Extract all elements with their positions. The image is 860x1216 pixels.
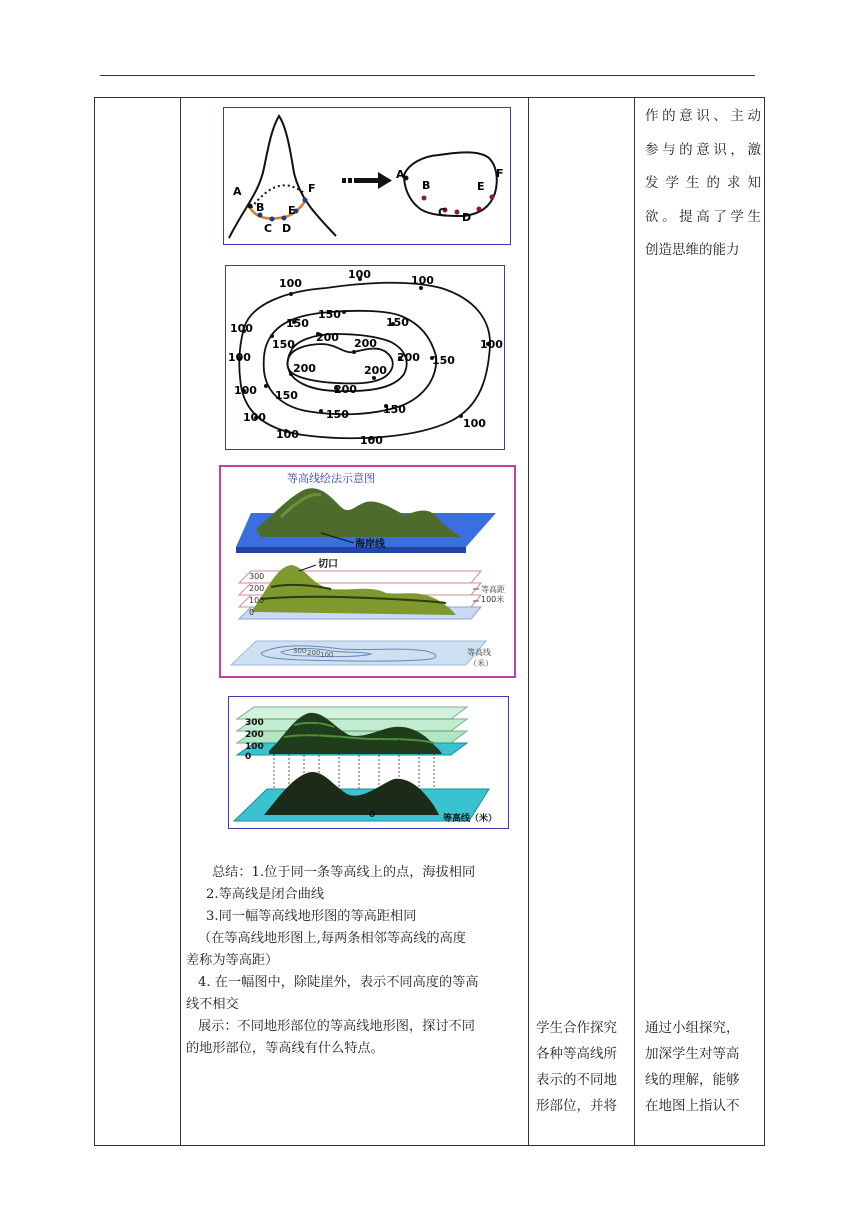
- header-rule: [100, 75, 755, 76]
- elevation-label-200: 200: [354, 337, 377, 350]
- elevation-label-100: 100: [348, 268, 371, 281]
- map-level-label: 300: [293, 647, 307, 655]
- student-activity-text: [536, 1015, 632, 1119]
- intent-line: 线的理解，能够: [645, 1072, 740, 1088]
- activity-line: 各种等高线所: [536, 1046, 617, 1062]
- summary-line: （在等高线地形图上,每两条相邻等高线的高度: [198, 931, 466, 946]
- activity-line: 学生合作探究: [536, 1020, 617, 1036]
- summary-line: 3.同一幅等高线地形图的等高距相同: [206, 909, 417, 924]
- contour-projection-figure: [228, 696, 509, 829]
- summary-line: 差称为等高距）: [186, 953, 279, 968]
- activity-line: 表示的不同地: [536, 1072, 617, 1088]
- contour-method-figure: [219, 465, 516, 678]
- cut-label: 切口: [318, 559, 338, 570]
- elevation-label-100: 100: [234, 384, 257, 397]
- point-label: D: [462, 211, 472, 224]
- elevation-label-100: 100: [463, 417, 486, 430]
- summary-line: 总结：1.位于同一条等高线上的点，海拔相同: [212, 865, 476, 880]
- summary-line: 4. 在一幅图中，除陡崖外，表示不同高度的等高: [198, 975, 479, 990]
- column-divider: [180, 98, 181, 1145]
- point-label: E: [477, 180, 485, 193]
- intent-line: 加深学生对等高: [645, 1046, 740, 1062]
- intent-line: 创造思维的能力: [645, 242, 740, 258]
- plane-level-label: 100: [249, 596, 265, 605]
- intent-line: 参与的意识，激: [645, 141, 761, 158]
- mountain-projection-figure: [223, 107, 511, 245]
- elevation-label-200: 200: [364, 364, 387, 377]
- contour-label: 等高线: [467, 648, 491, 657]
- elevation-label-100: 100: [279, 277, 302, 290]
- contour-method-drawing: [221, 467, 514, 676]
- summary-line: 的地形部位，等高线有什么特点。: [186, 1041, 384, 1056]
- map-level-label: 100: [320, 651, 334, 659]
- elevation-label-150: 150: [275, 389, 298, 402]
- summary-text: [186, 862, 528, 1060]
- plane-level-label: 0: [245, 752, 252, 762]
- contour-unit-label: 等高线（米）: [443, 814, 498, 824]
- point-label: C: [264, 222, 273, 235]
- plane-level-label: 200: [245, 730, 264, 740]
- elevation-label-200: 200: [316, 331, 339, 344]
- elevation-label-100: 100: [411, 274, 434, 287]
- elevation-label-200: 200: [397, 351, 420, 364]
- plane-level-label: 300: [245, 718, 264, 728]
- elevation-label-150: 150: [326, 408, 349, 421]
- elevation-label-150: 150: [432, 354, 455, 367]
- elevation-label-100: 100: [243, 411, 266, 424]
- summary-line: 展示：不同地形部位的等高线地形图，探讨不同: [198, 1019, 475, 1034]
- elevation-label-100: 100: [480, 338, 503, 351]
- point-label: B: [256, 201, 265, 214]
- point-label: A: [233, 185, 242, 198]
- activity-line: 形部位，并将: [536, 1098, 617, 1114]
- summary-line: 线不相交: [186, 997, 239, 1012]
- plane-level-label: 300: [249, 572, 265, 581]
- plane-level-label: 200: [249, 584, 265, 593]
- elevation-label-100: 100: [360, 434, 383, 447]
- contour-map-figure: [225, 265, 505, 450]
- interval-label: 等高距: [481, 585, 505, 594]
- elevation-label-100: 100: [228, 351, 251, 364]
- elevation-label-200: 200: [293, 362, 316, 375]
- plane-level-label: 100: [245, 742, 264, 752]
- summary-line: 2.等高线是闭合曲线: [206, 887, 325, 902]
- point-label: A: [396, 168, 405, 181]
- coastline-label: 海岸线: [355, 539, 385, 550]
- elevation-label-100: 100: [276, 428, 299, 441]
- point-label: E: [288, 204, 296, 217]
- contour-map-drawing: [226, 266, 503, 448]
- point-label: D: [282, 222, 292, 235]
- intent-line: 欲。提高了学生: [645, 208, 761, 225]
- map-level-label: 200: [307, 649, 321, 657]
- elevation-label-100: 100: [230, 322, 253, 335]
- intent-line: 通过小组探究，: [645, 1020, 740, 1036]
- elevation-label-150: 150: [272, 338, 295, 351]
- elevation-label-150: 150: [286, 317, 309, 330]
- point-label: C: [438, 206, 447, 219]
- elevation-label-200: 200: [334, 383, 357, 396]
- elevation-label-150: 150: [383, 403, 406, 416]
- elevation-label-150: 150: [318, 308, 341, 321]
- column-divider: [528, 98, 529, 1145]
- point-label: F: [496, 167, 504, 180]
- design-intent-text-2: [645, 1015, 761, 1119]
- point-label: F: [308, 182, 316, 195]
- contour-unit-label: （米）: [469, 659, 493, 668]
- column-divider: [634, 98, 635, 1145]
- figure-title: 等高线绘法示意图: [287, 472, 375, 485]
- design-intent-text: [645, 100, 761, 268]
- contour-projection-drawing: [229, 697, 507, 827]
- mountain-projection-drawing: [224, 108, 509, 243]
- arrow-icon: [342, 172, 392, 189]
- interval-unit-label: 100米: [481, 595, 505, 604]
- intent-line: 在地图上指认不: [645, 1098, 740, 1114]
- plane-level-label: 0: [249, 608, 255, 617]
- elevation-label-150: 150: [386, 316, 409, 329]
- intent-line: 作的意识、主动: [645, 108, 761, 124]
- intent-line: 发学生的求知: [645, 175, 761, 191]
- point-label: B: [422, 179, 431, 192]
- base-level-label: 0: [369, 810, 376, 820]
